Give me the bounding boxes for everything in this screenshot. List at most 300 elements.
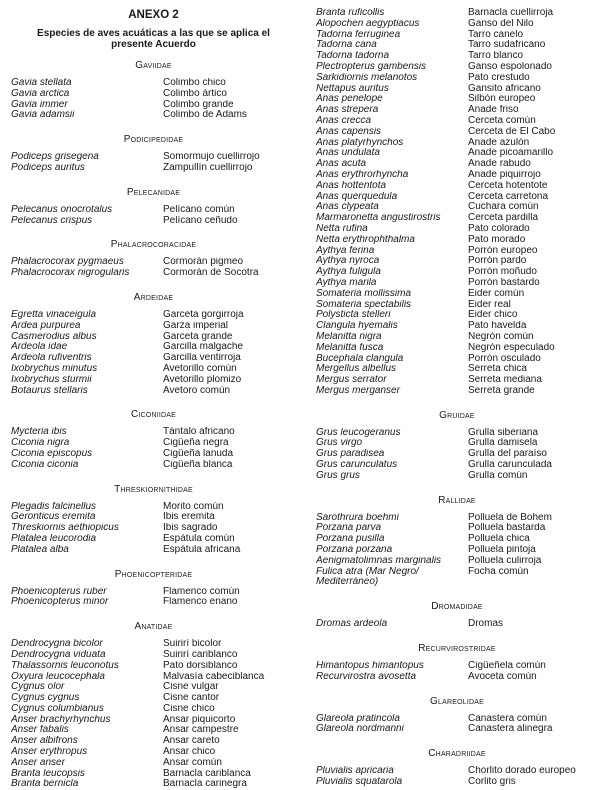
species-row bbox=[316, 40, 598, 51]
common-name: Cigüeñela común bbox=[468, 661, 546, 672]
common-name: Negrón especulado bbox=[468, 342, 555, 353]
species-row bbox=[11, 460, 296, 471]
scientific-name: Dromas ardeola bbox=[316, 619, 388, 630]
species-row bbox=[316, 159, 598, 170]
species-row bbox=[11, 257, 296, 268]
scientific-name: Gavia arctica bbox=[11, 88, 70, 99]
common-name: Barnacla cariblanca bbox=[163, 768, 251, 779]
common-name: Focha común bbox=[468, 566, 529, 577]
common-name: Pato havelda bbox=[468, 321, 527, 332]
species-row bbox=[11, 152, 296, 163]
common-name: Cisne vulgar bbox=[163, 682, 219, 693]
common-name: Cisne cantor bbox=[163, 693, 220, 704]
species-row bbox=[316, 8, 598, 19]
common-name: Serreta mediana bbox=[468, 375, 542, 386]
species-row bbox=[11, 205, 296, 216]
species-row bbox=[11, 639, 296, 650]
scientific-name: Anas erythrorhyncha bbox=[316, 169, 409, 180]
common-name: Suirirí cariblanco bbox=[163, 649, 238, 660]
annex-subtitle: Especies de aves acuáticas a las que se aplica el presente Acuerdo bbox=[37, 28, 270, 50]
common-name: Eider real bbox=[468, 299, 511, 310]
common-name: Pato morado bbox=[468, 234, 526, 245]
species-row bbox=[11, 364, 296, 375]
scientific-name: Glareola nordmanni bbox=[316, 724, 404, 735]
species-row bbox=[11, 661, 296, 672]
species-row bbox=[316, 438, 598, 449]
family-heading: Podicipedidae bbox=[123, 134, 184, 146]
common-name: Garcilla malgache bbox=[163, 342, 244, 353]
common-name: Porrón bastardo bbox=[468, 277, 540, 288]
common-name: Colimbo de Adams bbox=[163, 110, 247, 121]
species-row bbox=[316, 51, 598, 62]
common-name: Ansar careto bbox=[163, 736, 220, 747]
common-name: Eider chico bbox=[468, 310, 518, 321]
species-row bbox=[316, 386, 598, 397]
scientific-name: Cygnus cygnus bbox=[11, 693, 80, 704]
scientific-name: Anas capensis bbox=[316, 126, 382, 137]
common-name: Garceta gorgirroja bbox=[163, 309, 244, 320]
scientific-name: Oxyura leucocephala bbox=[11, 671, 105, 682]
common-name: Malvasía cabeciblanca bbox=[163, 671, 265, 682]
common-name: Garcilla ventirroja bbox=[163, 353, 241, 364]
scientific-name: Gavia immer bbox=[11, 99, 68, 110]
species-row bbox=[316, 672, 598, 683]
species-row bbox=[316, 62, 598, 73]
common-name: Colimbo grande bbox=[163, 99, 234, 110]
right-column bbox=[316, 8, 598, 788]
scientific-name: Botaurus stellaris bbox=[11, 385, 88, 396]
common-name: Dromas bbox=[468, 619, 504, 630]
scientific-name: Anas strepera bbox=[316, 105, 379, 116]
scientific-name: Somateria mollissima bbox=[316, 288, 412, 299]
scientific-name: Dendrocygna viduata bbox=[11, 649, 106, 660]
common-name: Cerceta común bbox=[468, 115, 536, 126]
scientific-name: Mergus merganser bbox=[316, 385, 400, 396]
common-name: Espátula común bbox=[163, 533, 235, 544]
scientific-name: Phalacrocorax pygmaeus bbox=[11, 257, 124, 268]
common-name: Ansar común bbox=[163, 757, 222, 768]
species-row bbox=[316, 567, 598, 578]
scientific-name: Melanitta fusca bbox=[316, 342, 384, 353]
family-heading: Dromadidae bbox=[431, 601, 483, 613]
species-row bbox=[11, 110, 296, 121]
scientific-name: Tadorna ferruginea bbox=[316, 29, 401, 40]
scientific-name: Grus virgo bbox=[316, 438, 363, 449]
scientific-name: Alopochen aegyptiacus bbox=[316, 18, 420, 29]
common-name: Cigüeña negra bbox=[163, 438, 229, 449]
species-row bbox=[11, 353, 296, 364]
common-name: Grulla damisela bbox=[468, 438, 538, 449]
species-row bbox=[11, 597, 296, 608]
scientific-name: Aythya fuligula bbox=[316, 267, 381, 278]
scientific-name: Polysticta stelleri bbox=[316, 310, 391, 321]
scientific-name: Anas acuta bbox=[316, 159, 367, 170]
scientific-name: Mergus serrator bbox=[316, 375, 387, 386]
common-name: Polluela culirroja bbox=[468, 555, 542, 566]
family-heading: Gruidae bbox=[439, 409, 475, 421]
species-row bbox=[11, 310, 296, 321]
common-name: Grulla del paraíso bbox=[468, 449, 547, 460]
species-row bbox=[11, 534, 296, 545]
species-row bbox=[316, 138, 598, 149]
species-row bbox=[11, 693, 296, 704]
scientific-name: Porzana parva bbox=[316, 523, 382, 534]
common-name: Ansar chico bbox=[163, 747, 216, 758]
species-row bbox=[11, 342, 296, 353]
species-row bbox=[11, 268, 296, 279]
species-row bbox=[316, 661, 598, 672]
scientific-name: Grus leucogeranus bbox=[316, 427, 401, 438]
common-name: Barnacla carinegra bbox=[163, 779, 247, 790]
species-row bbox=[316, 300, 598, 311]
scientific-name: Ciconia ciconia bbox=[11, 459, 79, 470]
species-row bbox=[11, 650, 296, 661]
common-name: Cisne chico bbox=[163, 703, 215, 714]
species-row bbox=[316, 19, 598, 30]
family-heading: Charadriidae bbox=[428, 748, 486, 760]
species-row bbox=[316, 289, 598, 300]
common-name: Avetorillo plomizo bbox=[163, 374, 242, 385]
species-row bbox=[316, 192, 598, 203]
species-row bbox=[316, 556, 598, 567]
common-name: Garceta grande bbox=[163, 331, 233, 342]
species-row bbox=[316, 724, 598, 735]
family-heading: Glareolidae bbox=[430, 695, 484, 707]
species-row bbox=[11, 725, 296, 736]
species-row bbox=[316, 364, 598, 375]
common-name: Avetorillo común bbox=[163, 363, 237, 374]
left-column bbox=[11, 8, 296, 790]
scientific-name: Anser erythropus bbox=[11, 747, 88, 758]
common-name: Porrón osculado bbox=[468, 353, 541, 364]
scientific-name: Nettapus auritus bbox=[316, 83, 389, 94]
scientific-name: Mycteria ibis bbox=[11, 427, 67, 438]
species-row bbox=[316, 267, 598, 278]
annex-title: ANEXO 2 bbox=[128, 9, 179, 21]
family-heading: Phoenicopteridae bbox=[114, 568, 193, 580]
scientific-name: Casmerodius albus bbox=[11, 331, 97, 342]
common-name: Grulla común bbox=[468, 470, 528, 481]
common-name: Silbón europeo bbox=[468, 94, 536, 105]
common-name: Chorlito dorado europeo bbox=[468, 766, 576, 777]
species-row bbox=[11, 747, 296, 758]
species-row bbox=[316, 310, 598, 321]
common-name: Flamenco enano bbox=[163, 597, 238, 608]
common-name: Suirirí bicolor bbox=[163, 639, 222, 650]
species-row bbox=[316, 224, 598, 235]
scientific-name: Netta erythrophthalma bbox=[316, 234, 415, 245]
scientific-name: Anas crecca bbox=[316, 115, 372, 126]
family-heading: Ardeidae bbox=[133, 291, 174, 303]
scientific-name: Porzana porzana bbox=[316, 545, 393, 556]
common-name: Eider común bbox=[468, 288, 525, 299]
common-name: Grulla siberiana bbox=[468, 427, 539, 438]
family-heading: Gaviidae bbox=[135, 60, 172, 71]
scientific-name: Anas platyrhynchos bbox=[316, 137, 404, 148]
common-name: Cigüeña lanuda bbox=[163, 448, 234, 459]
common-name: Polluela bastarda bbox=[468, 523, 546, 534]
scientific-name: Anas clypeata bbox=[316, 202, 379, 213]
species-row bbox=[11, 512, 296, 523]
species-row bbox=[316, 777, 598, 788]
common-name: Gansito africano bbox=[468, 83, 541, 94]
scientific-name: Mediterráneo) bbox=[316, 577, 379, 588]
common-name: Cerceta pardilla bbox=[468, 213, 539, 224]
common-name: Serreta chica bbox=[468, 364, 527, 375]
scientific-name: Anser anser bbox=[11, 757, 65, 768]
scientific-name: Pluvialis squatarola bbox=[316, 777, 403, 788]
family-heading: Anatidae bbox=[134, 621, 173, 633]
common-name: Tarro sudafricano bbox=[468, 40, 546, 51]
family-heading: Phalacrocoracidae bbox=[110, 239, 197, 251]
scientific-name: Pelecanus onocrotalus bbox=[11, 204, 113, 215]
common-name: Anade friso bbox=[468, 105, 519, 116]
species-row bbox=[11, 321, 296, 332]
species-row bbox=[11, 769, 296, 780]
species-row bbox=[316, 428, 598, 439]
scientific-name: Melanitta nigra bbox=[316, 331, 382, 342]
scientific-name: Pelecanus crispus bbox=[11, 215, 93, 226]
common-name: Cerceta hotentote bbox=[468, 180, 548, 191]
scientific-name: Dendrocygna bicolor bbox=[11, 639, 103, 650]
common-name: Serreta grande bbox=[468, 385, 535, 396]
scientific-name: Sarothrura boehmi bbox=[316, 512, 399, 523]
common-name: Cormorán de Socotra bbox=[163, 268, 259, 279]
scientific-name: Anas undulata bbox=[316, 148, 380, 159]
species-row bbox=[11, 682, 296, 693]
scientific-name: Anas penelope bbox=[316, 94, 383, 105]
scientific-name: Cygnus columbianus bbox=[11, 703, 104, 714]
species-row bbox=[11, 502, 296, 513]
species-row bbox=[316, 30, 598, 41]
common-name: Ibis sagrado bbox=[163, 523, 218, 534]
common-name: Anade picoamarillo bbox=[468, 148, 554, 159]
scientific-name: Threskiornis aethiopicus bbox=[11, 523, 119, 534]
common-name: Somormujo cuellirrojo bbox=[163, 152, 260, 163]
species-row bbox=[316, 523, 598, 534]
scientific-name: Ciconia episcopus bbox=[11, 448, 93, 459]
scientific-name: Somateria spectabilis bbox=[316, 299, 412, 310]
common-name: Negrón común bbox=[468, 331, 534, 342]
common-name: Morito común bbox=[163, 501, 224, 512]
common-name: Pelícano ceñudo bbox=[163, 215, 238, 226]
common-name: Anade rabudo bbox=[468, 159, 531, 170]
species-row bbox=[316, 181, 598, 192]
species-row bbox=[316, 105, 598, 116]
common-name: Canastera alinegra bbox=[468, 724, 553, 735]
scientific-name: Himantopus himantopus bbox=[316, 661, 424, 672]
family-heading: Rallidae bbox=[438, 494, 476, 506]
scientific-name: Plegadis falcinellus bbox=[11, 501, 97, 512]
scientific-name: Thalassornis leuconotus bbox=[11, 660, 119, 671]
scientific-name: Phalacrocorax nigrogularis bbox=[11, 268, 130, 279]
scientific-name: Grus grus bbox=[316, 470, 360, 481]
common-name: Porrón pardo bbox=[468, 256, 527, 267]
family-heading: Threskiornithidae bbox=[114, 483, 193, 495]
species-row bbox=[11, 672, 296, 683]
species-row bbox=[316, 714, 598, 725]
species-row bbox=[316, 148, 598, 159]
species-row bbox=[11, 779, 296, 790]
common-name: Colimbo ártico bbox=[163, 88, 227, 99]
scientific-name: Anas hottentota bbox=[316, 180, 387, 191]
common-name: Pelícano común bbox=[163, 204, 235, 215]
scientific-name: Cygnus olor bbox=[11, 682, 65, 693]
species-row bbox=[316, 471, 598, 482]
common-name: Tarro blanco bbox=[468, 51, 524, 62]
species-row bbox=[316, 545, 598, 556]
species-row bbox=[316, 116, 598, 127]
common-name: Flamenco común bbox=[163, 586, 240, 597]
common-name: Porrón moñudo bbox=[468, 267, 537, 278]
species-row bbox=[11, 587, 296, 598]
scientific-name: Glareola pratincola bbox=[316, 713, 400, 724]
common-name: Ganso espolonado bbox=[468, 61, 552, 72]
common-name: Pato crestudo bbox=[468, 72, 530, 83]
species-row bbox=[316, 534, 598, 545]
scientific-name: Ixobrychus sturmii bbox=[11, 374, 92, 385]
common-name: Avoceta común bbox=[468, 671, 537, 682]
family-heading: Recurvirostridae bbox=[418, 643, 496, 655]
common-name: Cerceta carretona bbox=[468, 191, 549, 202]
scientific-name: Recurvirostra avosetta bbox=[316, 671, 417, 682]
family-heading: Ciconiidae bbox=[130, 409, 176, 421]
species-row bbox=[316, 354, 598, 365]
scientific-name: Platalea alba bbox=[11, 544, 69, 555]
species-row bbox=[316, 73, 598, 84]
scientific-name: Gavia adamsii bbox=[11, 110, 75, 121]
species-row bbox=[316, 94, 598, 105]
common-name: Cerceta de El Cabo bbox=[468, 126, 556, 137]
common-name: Polluela chica bbox=[468, 534, 530, 545]
common-name: Garza imperial bbox=[163, 320, 229, 331]
scientific-name: Anas querquedula bbox=[316, 191, 398, 202]
species-row bbox=[316, 84, 598, 95]
scientific-name: Ardeola rufiventris bbox=[11, 353, 92, 364]
scientific-name: Branta leucopsis bbox=[11, 768, 85, 779]
scientific-name: Phoenicopterus minor bbox=[11, 597, 109, 608]
species-row bbox=[316, 577, 598, 588]
species-row bbox=[11, 758, 296, 769]
species-row bbox=[11, 427, 296, 438]
scientific-name: Porzana pusilla bbox=[316, 534, 385, 545]
scientific-name: Aythya marila bbox=[316, 277, 377, 288]
species-row bbox=[11, 332, 296, 343]
scientific-name: Branta ruficollis bbox=[316, 8, 385, 18]
scientific-name: Marmaronetta angustirostris bbox=[316, 213, 441, 224]
scientific-name: Grus carunculatus bbox=[316, 460, 398, 471]
species-row bbox=[11, 89, 296, 100]
scientific-name: Gavia stellata bbox=[11, 78, 72, 88]
species-row bbox=[316, 619, 598, 630]
common-name: Anade azulón bbox=[468, 137, 530, 148]
scientific-name: Netta rufina bbox=[316, 223, 368, 234]
species-row bbox=[316, 256, 598, 267]
species-row bbox=[316, 246, 598, 257]
scientific-name: Aythya nyroca bbox=[316, 256, 380, 267]
common-name: Polluela pintoja bbox=[468, 545, 536, 556]
scientific-name: Mergellus albellus bbox=[316, 364, 397, 375]
scientific-name: Ardeola idae bbox=[11, 342, 68, 353]
common-name: Tarro canelo bbox=[468, 29, 524, 40]
common-name: Porrón europeo bbox=[468, 245, 538, 256]
common-name: Ganso del Nilo bbox=[468, 18, 534, 29]
species-row bbox=[316, 235, 598, 246]
species-row bbox=[316, 332, 598, 343]
scientific-name: Aythya ferina bbox=[316, 245, 375, 256]
scientific-name: Branta bernicla bbox=[11, 779, 79, 790]
scientific-name: Anser brachyrhynchus bbox=[11, 714, 111, 725]
common-name: Corlito gris bbox=[468, 777, 516, 788]
species-row bbox=[11, 449, 296, 460]
species-row bbox=[11, 704, 296, 715]
scientific-name: Phoenicopterus ruber bbox=[11, 586, 107, 597]
species-row bbox=[316, 213, 598, 224]
scientific-name: Sarkidiornis melanotos bbox=[316, 72, 418, 83]
species-row bbox=[11, 438, 296, 449]
species-row bbox=[11, 736, 296, 747]
species-row bbox=[316, 766, 598, 777]
species-row bbox=[316, 513, 598, 524]
common-name: Ibis eremita bbox=[163, 512, 215, 523]
scientific-name: Grus paradisea bbox=[316, 449, 385, 460]
scientific-name: Fulica atra (Mar Negro/ bbox=[316, 566, 419, 577]
common-name: Cormorán pigmeo bbox=[163, 257, 244, 268]
species-row bbox=[316, 460, 598, 471]
scientific-name: Podiceps auritus bbox=[11, 162, 85, 173]
common-name: Polluela de Bohem bbox=[468, 512, 552, 523]
scientific-name: Egretta vinaceigula bbox=[11, 309, 97, 320]
common-name: Avetoro común bbox=[163, 385, 231, 396]
species-row bbox=[316, 127, 598, 138]
scientific-name: Ixobrychus minutus bbox=[11, 363, 98, 374]
species-row bbox=[11, 545, 296, 556]
common-name: Anade piquirrojo bbox=[468, 169, 541, 180]
species-row bbox=[316, 375, 598, 386]
common-name: Pato dorsiblanco bbox=[163, 660, 238, 671]
species-row bbox=[11, 375, 296, 386]
species-row bbox=[11, 386, 296, 397]
scientific-name: Plectropterus gambensis bbox=[316, 61, 427, 72]
common-name: Colimbo chico bbox=[163, 78, 226, 88]
scientific-name: Aenigmatolimnas marginalis bbox=[316, 555, 442, 566]
scientific-name: Anser fabalis bbox=[11, 725, 69, 736]
common-name: Barnacla cuellirroja bbox=[468, 8, 554, 18]
species-row bbox=[316, 321, 598, 332]
scientific-name: Tadorna tadorna bbox=[316, 51, 390, 62]
common-name: Espátula africana bbox=[163, 544, 241, 555]
common-name bbox=[468, 577, 598, 588]
scientific-name: Geronticus eremita bbox=[11, 512, 96, 523]
species-row bbox=[316, 449, 598, 460]
common-name: Pato colorado bbox=[468, 223, 530, 234]
species-row bbox=[11, 216, 296, 227]
species-row bbox=[316, 170, 598, 181]
common-name: Tántalo africano bbox=[163, 427, 235, 438]
species-row bbox=[316, 278, 598, 289]
scientific-name: Clangula hyemalis bbox=[316, 321, 398, 332]
common-name: Cigüeña blanca bbox=[163, 459, 233, 470]
species-row bbox=[11, 715, 296, 726]
scientific-name: Ardea purpurea bbox=[11, 320, 81, 331]
species-row bbox=[316, 202, 598, 213]
species-row bbox=[11, 100, 296, 111]
scientific-name: Pluvialis apricaria bbox=[316, 766, 394, 777]
scientific-name: Tadorna cana bbox=[316, 40, 377, 51]
species-row bbox=[11, 78, 296, 89]
scientific-name: Podiceps grisegena bbox=[11, 152, 99, 163]
scientific-name: Anser albifrons bbox=[11, 736, 78, 747]
